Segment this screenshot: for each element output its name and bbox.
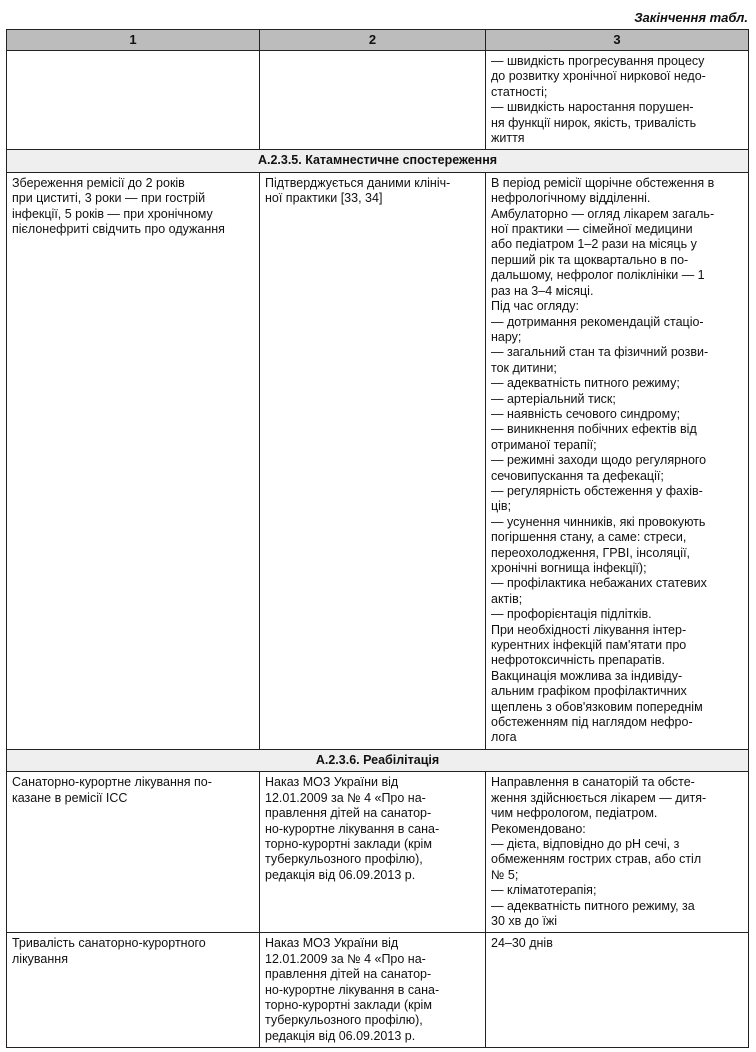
text-line: переохолодження, ГРВІ, інсоляції,: [491, 545, 691, 560]
text-line: інфекції, 5 років — при хронічному: [12, 206, 213, 221]
text-line: отриманої терапії;: [491, 437, 597, 452]
row1-col1: [7, 172, 260, 749]
text-line: — виникнення побічних ефектів від: [491, 422, 697, 437]
text-line: обмеженням гострих страв, або стіл: [491, 852, 702, 867]
row0-col3: [486, 51, 749, 150]
text-line: редакція від 06.09.2013 р.: [265, 1028, 416, 1043]
header-col-2: 2: [260, 30, 486, 51]
section-title-rehabilitation: А.2.3.6. Реабілітація: [7, 749, 749, 771]
header-row: [7, 30, 749, 51]
text-line: лікування: [12, 951, 68, 966]
text-line: — адекватність питного режиму;: [491, 376, 680, 391]
row0-col2: [260, 51, 486, 150]
text-line: або педіатром 1–2 рази на місяць у: [491, 237, 697, 252]
text-line: Направлення в санаторій та обсте-: [491, 775, 695, 790]
row3-col2: [260, 933, 486, 1048]
text-line: редакція від 06.09.2013 р.: [265, 867, 416, 882]
text-line: Амбулаторно — огляд лікарем загаль-: [491, 206, 715, 221]
text-line: Наказ МОЗ України від: [265, 936, 399, 951]
text-line: ток дитини;: [491, 360, 557, 375]
row2-col1: [7, 772, 260, 933]
text-line: торно-курортні заклади (крім: [265, 997, 432, 1012]
text-line: — дотримання рекомендацій стаціо-: [491, 314, 704, 329]
text-line: но-курортне лікування в сана-: [265, 821, 440, 836]
text-line: Наказ МОЗ України від: [265, 775, 399, 790]
text-line: — усунення чинників, які провокують: [491, 514, 706, 529]
text-line: дальшому, нефролог поліклініки — 1: [491, 268, 705, 283]
table-row: [7, 933, 749, 1048]
text-line: лога: [491, 730, 517, 745]
text-line: — профорієнтація підлітків.: [491, 607, 652, 622]
text-line: — наявність сечового синдрому;: [491, 406, 681, 421]
text-line: курентних інфекцій пам'ятати про: [491, 638, 687, 653]
text-line: нефротоксичність препаратів.: [491, 653, 665, 668]
text-line: правлення дітей на санатор-: [265, 967, 432, 982]
text-line: актів;: [491, 591, 523, 606]
text-line: Підтверджується даними клініч-: [265, 175, 451, 190]
row1-col3: [486, 172, 749, 749]
text-line: — швидкість наростання порушен-: [491, 100, 694, 115]
text-line: туберкульозного профілю),: [265, 1013, 423, 1028]
text-line: ців;: [491, 499, 512, 514]
text-line: Збереження ремісії до 2 років: [12, 175, 185, 190]
text-line: — швидкість прогресування процесу: [491, 54, 705, 68]
text-line: туберкульозного профілю),: [265, 852, 423, 867]
table-row: [7, 51, 749, 150]
text-line: при циститі, 3 роки — при гострій: [12, 191, 206, 206]
text-line: Тривалість санаторно-курортного: [12, 936, 206, 951]
text-line: ної практики [33, 34]: [265, 191, 383, 206]
text-line: альним графіком профілактичних: [491, 684, 687, 699]
text-line: — профілактика небажаних статевих: [491, 576, 707, 591]
text-line: — загальний стан та фізичний розви-: [491, 345, 709, 360]
row1-col2: [260, 172, 486, 749]
row2-col3: [486, 772, 749, 933]
text-line: — дієта, відповідно до рН сечі, з: [491, 836, 680, 851]
header-col-1: 1: [7, 30, 260, 51]
section-title-follow-up: А.2.3.5. Катамнестичне спостереження: [7, 150, 749, 172]
text-line: В період ремісії щорічне обстеження в: [491, 175, 715, 190]
text-line: — регулярність обстеження у фахів-: [491, 483, 703, 498]
section-row: [7, 150, 749, 172]
row0-col1: [7, 51, 260, 150]
text-line: ної практики — сімейної медицини: [491, 222, 693, 237]
text-line: ження здійснюється лікарем — дитя-: [491, 790, 707, 805]
text-line: — артеріальний тиск;: [491, 391, 616, 406]
row3-col1: [7, 933, 260, 1048]
text-line: раз на 3–4 місяці.: [491, 283, 594, 298]
text-line: статності;: [491, 84, 548, 99]
table-row: [7, 172, 749, 749]
text-line: обстеженням під наглядом нефро-: [491, 715, 693, 730]
text-line: Рекомендовано:: [491, 821, 586, 836]
text-line: нару;: [491, 329, 522, 344]
row3-col3: [486, 933, 749, 1048]
text-line: правлення дітей на санатор-: [265, 806, 432, 821]
text-line: При необхідності лікування інтер-: [491, 622, 687, 637]
text-line: Під час огляду:: [491, 299, 580, 314]
text-line: життя: [491, 131, 525, 146]
table-row: [7, 772, 749, 933]
text-line: торно-курортні заклади (крім: [265, 836, 432, 851]
text-line: — кліматотерапія;: [491, 883, 597, 898]
text-line: 12.01.2009 за № 4 «Про на-: [265, 951, 426, 966]
clinical-table: [6, 29, 749, 1048]
text-line: но-курортне лікування в сана-: [265, 982, 440, 997]
text-line: сечовипускання та дефекації;: [491, 468, 664, 483]
text-line: погіршення стану, а саме: стреси,: [491, 530, 687, 545]
table-caption: Закінчення табл.: [634, 10, 748, 25]
text-line: пієлонефриті свідчить про одужання: [12, 222, 225, 237]
text-line: — режимні заходи щодо регулярного: [491, 453, 707, 468]
text-line: Санаторно-курортне лікування по-: [12, 775, 212, 790]
text-line: казане в ремісії ІСС: [12, 790, 128, 805]
text-line: чим нефрологом, педіатром.: [491, 806, 658, 821]
text-line: до розвитку хронічної ниркової недо-: [491, 69, 706, 84]
text-line: ня функції нирок, якість, тривалість: [491, 115, 697, 130]
text-line: хронічні вогнища інфекції);: [491, 561, 647, 575]
text-line: 24–30 днів: [491, 936, 553, 951]
row2-col2: [260, 772, 486, 933]
text-line: Вакцинація можлива за індивіду-: [491, 668, 683, 683]
text-line: № 5;: [491, 867, 519, 882]
text-line: — адекватність питного режиму, за: [491, 898, 695, 913]
text-line: 30 хв до їжі: [491, 913, 558, 928]
text-line: перший рік та щоквартально в по-: [491, 252, 689, 267]
section-row: [7, 749, 749, 771]
text-line: щеплень з обов'язковим попереднім: [491, 699, 703, 714]
text-line: 12.01.2009 за № 4 «Про на-: [265, 790, 426, 805]
text-line: нефрологічному відділенні.: [491, 191, 651, 206]
header-col-3: 3: [486, 30, 749, 51]
